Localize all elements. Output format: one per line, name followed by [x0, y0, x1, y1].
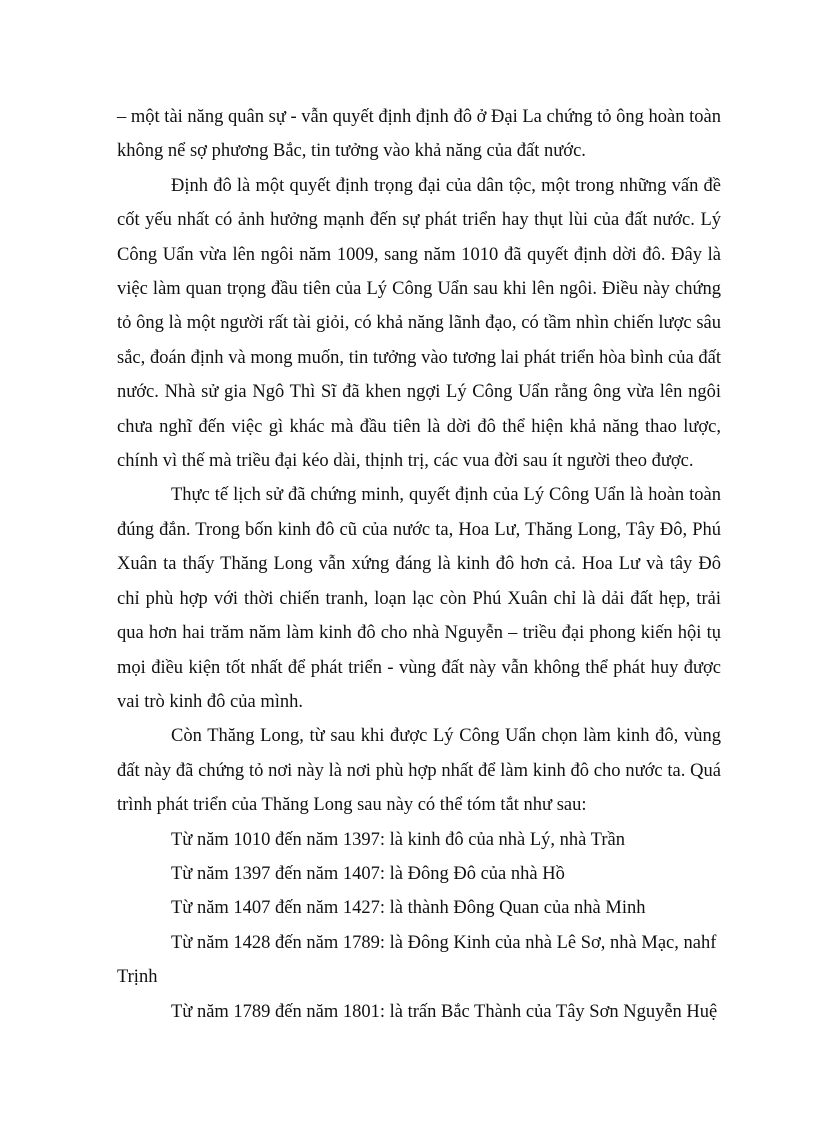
paragraph-continuation: – một tài năng quân sự - vẫn quyết định định đô ở Đại La chứng tỏ ông hoàn toàn không nể sợ phương Bắc, tin tưởng vào khả năng của đất nước. [117, 107, 721, 162]
paragraph-lich-su: Thực tế lịch sử đã chứng minh, quyết định của Lý Công Uẩn là hoàn toàn đúng đắn. Trong bốn kinh đô cũ của nước ta, Hoa Lư, Thăng Long, Tây Đô, Phú Xuân ta thấy Thăng Long vẫn xứng đáng là kinh đô hơn cả. Hoa Lư và tây Đô chỉ phù hợp với thời chiến tranh, loạn lạc còn Phú Xuân chỉ là dải đất hẹp, trải qua hơn hai trăm năm làm kinh đô cho nhà Nguyễn – triều đại phong kiến hội tụ mọi điều kiện tốt nhất để phát triển - vùng đất này vẫn không thể phát huy được vai trò kinh đô của mình. [117, 485, 721, 712]
timeline-item: Từ năm 1010 đến năm 1397: là kinh đô của nhà Lý, nhà Trần [171, 829, 625, 850]
timeline-item: Từ năm 1428 đến năm 1789: là Đông Kinh của nhà Lê Sơ, nhà Mạc, nahf Trịnh [117, 932, 717, 988]
timeline-list [117, 823, 721, 1029]
paragraph-thang-long: Còn Thăng Long, từ sau khi được Lý Công Uẩn chọn làm kinh đô, vùng đất này đã chứng tỏ nơi này là nơi phù hợp nhất để làm kinh đô cho nước ta. Quá trình phát triển của Thăng Long sau này có thể tóm tắt như sau: [117, 726, 721, 816]
paragraph-dinh-do: Định đô là một quyết định trọng đại của dân tộc, một trong những vấn đề cốt yếu nhất có ảnh hưởng mạnh đến sự phát triển hay thụt lùi của đất nước. Lý Công Uẩn vừa lên ngôi năm 1009, sang năm 1010 đã quyết định dời đô. Đây là việc làm quan trọng đầu tiên của Lý Công Uẩn sau khi lên ngôi. Điều này chứng tỏ ông là một người rất tài giỏi, có khả năng lãnh đạo, có tầm nhìn chiến lược sâu sắc, đoán định và mong muốn, tin tưởng vào tương lai phát triển hòa bình của đất nước. Nhà sử gia Ngô Thì Sĩ đã khen ngợi Lý Công Uẩn rằng ông vừa lên ngôi chưa nghĩ đến việc gì khác mà đầu tiên là dời đô thể hiện khả năng thao lược, chính vì thế mà triều đại kéo dài, thịnh trị, các vua đời sau ít người theo được. [117, 175, 721, 472]
timeline-item: Từ năm 1397 đến năm 1407: là Đông Đô của nhà Hồ [171, 863, 565, 884]
timeline-item: Từ năm 1789 đến năm 1801: là trấn Bắc Thành của Tây Sơn Nguyễn Huệ [171, 1001, 718, 1022]
timeline-item: Từ năm 1407 đến năm 1427: là thành Đông Quan của nhà Minh [171, 898, 646, 919]
document-body [117, 100, 721, 1029]
